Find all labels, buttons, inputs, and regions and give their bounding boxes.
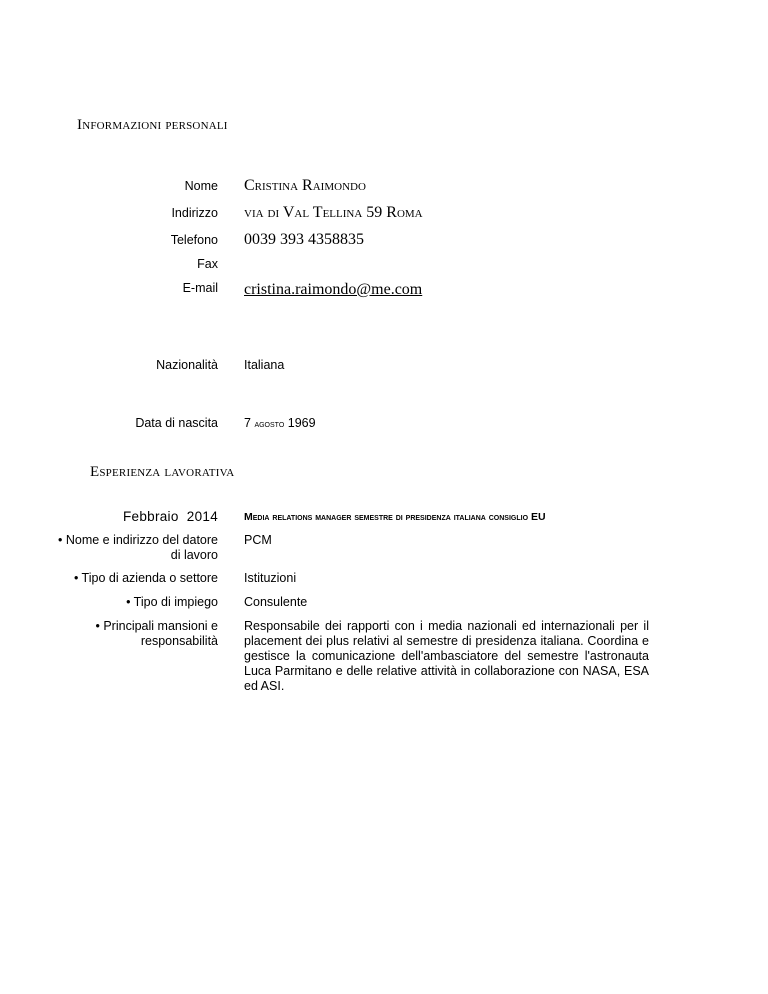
label-email: E-mail (182, 281, 218, 295)
value-employer: PCM (244, 533, 272, 547)
birth-day: 7 (244, 416, 251, 430)
birth-month: agosto (254, 419, 285, 430)
email-link[interactable]: cristina.raimondo@me.com (244, 281, 423, 298)
label-job-type: • Tipo di impiego (126, 595, 218, 609)
section-title-personal: Informazioni personali (77, 117, 228, 133)
label-duties: • Principali mansioni e responsabilità (95, 619, 218, 648)
job-title: Media relations manager semestre di presidenza italiana consiglio EU (244, 511, 546, 523)
value-nationality: Italiana (244, 358, 285, 372)
section-title-experience: Esperienza lavorativa (90, 464, 235, 480)
label-employer: • Nome e indirizzo del datore di lavoro (57, 533, 218, 562)
entry-date: Febbraio 2014 (122, 509, 218, 524)
value-phone: 0039 393 4358835 (244, 231, 364, 248)
value-sector: Istituzioni (244, 571, 297, 585)
birth-year: 1969 (287, 416, 316, 430)
label-nationality: Nazionalità (156, 358, 218, 372)
value-address: via di Val Tellina 59 Roma (244, 204, 423, 221)
label-fax: Fax (197, 257, 218, 271)
value-name: Cristina Raimondo (244, 177, 366, 194)
value-birth (244, 416, 316, 430)
label-birth: Data di nascita (135, 416, 218, 430)
value-duties: Responsabile dei rapporti con i media nazionali ed internazionali per il placement dei plus relativi al semestre di presidenza italiana. Coordina e gestisce la comunicazione dell'ambasciatore del semestre l'astronauta Luca Parmitano e delle relative attività in collaborazione con NASA, ESA ed ASI. (244, 619, 649, 693)
label-name: Nome (184, 179, 218, 193)
label-phone: Telefono (170, 233, 218, 247)
value-job-type: Consulente (244, 595, 308, 609)
label-address: Indirizzo (171, 206, 218, 220)
label-sector: • Tipo di azienda o settore (73, 571, 218, 585)
